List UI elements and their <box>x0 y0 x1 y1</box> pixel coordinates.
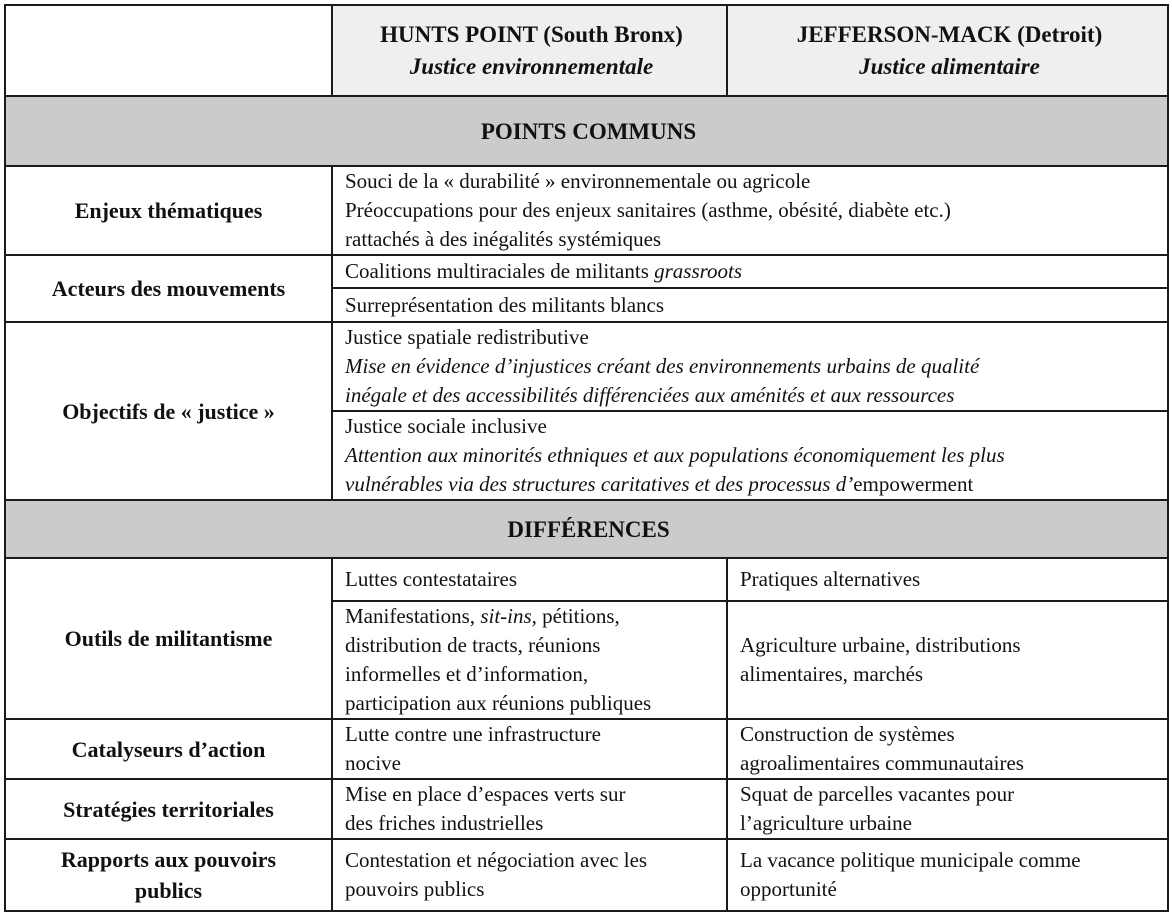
rapports-label-line1: Rapports aux pouvoirs <box>60 847 277 872</box>
cell-strategies-col1 <box>332 779 727 839</box>
section-row-common <box>5 96 1168 166</box>
cell-outils-col2-head: Pratiques alternatives <box>727 558 1168 601</box>
acteurs-grassroots: grassroots <box>654 259 743 283</box>
outils-col1-line2: distribution de tracts, réunions <box>345 633 601 657</box>
comparison-table <box>4 4 1169 912</box>
cell-acteurs-1 <box>332 255 1168 288</box>
header-col2-title: JEFFERSON-MACK (Detroit) <box>796 21 1103 47</box>
rapports-col1-line2: pouvoirs publics <box>345 877 485 901</box>
objectifs-block1-line1: Mise en évidence d’injustices créant des environnements urbains de qualité <box>345 354 980 378</box>
cell-outils-col2-body <box>727 601 1168 719</box>
cell-rapports-col2 <box>727 839 1168 911</box>
header-row <box>5 5 1168 96</box>
strategies-col1-line2: des friches industrielles <box>345 811 544 835</box>
objectifs-block2-line2-wrap <box>345 470 1159 499</box>
empty-corner-cell <box>5 5 332 96</box>
header-col1-title: HUNTS POINT (South Bronx) <box>380 21 683 47</box>
outils-col1-line1 <box>345 602 718 631</box>
catalyseurs-col1-line2: nocive <box>345 751 401 775</box>
cell-enjeux <box>332 166 1168 255</box>
row-strategies <box>5 779 1168 839</box>
outils-col1-line3: informelles et d’information, <box>345 662 589 686</box>
header-hunts-point <box>332 5 727 96</box>
row-label-strategies: Stratégies territoriales <box>5 779 332 839</box>
cell-objectifs-1 <box>332 322 1168 411</box>
section-title-differences: DIFFÉRENCES <box>5 500 1168 558</box>
objectifs-block2-line2: vulnérables via des structures caritatives et des processus d’ <box>345 472 854 496</box>
objectifs-block2-title: Justice sociale inclusive <box>345 414 547 438</box>
objectifs-block1-title: Justice spatiale redistributive <box>345 325 589 349</box>
outils-col1-line1-a: Manifestations, <box>345 604 481 628</box>
cell-strategies-col2 <box>727 779 1168 839</box>
objectifs-empowerment: empowerment <box>853 472 974 496</box>
cell-rapports-col1 <box>332 839 727 911</box>
row-rapports <box>5 839 1168 911</box>
row-outils-1 <box>5 558 1168 601</box>
cell-catalyseurs-col1 <box>332 719 727 779</box>
outils-col2-line2: alimentaires, marchés <box>740 662 924 686</box>
header-jefferson-mack <box>727 5 1168 96</box>
header-col2-subtitle: Justice alimentaire <box>859 53 1040 79</box>
rapports-col2-line1: La vacance politique municipale comme <box>740 848 1081 872</box>
row-label-objectifs: Objectifs de « justice » <box>5 322 332 500</box>
catalyseurs-col1-line1: Lutte contre une infrastructure <box>345 722 601 746</box>
header-col1-subtitle: Justice environnementale <box>409 53 654 79</box>
cell-objectifs-2 <box>332 411 1168 500</box>
row-label-outils: Outils de militantisme <box>5 558 332 719</box>
rapports-col1-line1: Contestation et négociation avec les <box>345 848 648 872</box>
cell-catalyseurs-col2 <box>727 719 1168 779</box>
row-catalyseurs <box>5 719 1168 779</box>
section-title-common: POINTS COMMUNS <box>5 96 1168 166</box>
row-label-enjeux: Enjeux thématiques <box>5 166 332 255</box>
enjeux-line-3: rattachés à des inégalités systémiques <box>345 227 662 251</box>
rapports-label-line2: publics <box>134 878 203 903</box>
cell-outils-col1-body <box>332 601 727 719</box>
enjeux-line-1: Souci de la « durabilité » environnementale ou agricole <box>345 169 811 193</box>
strategies-col2-line2: l’agriculture urbaine <box>740 811 912 835</box>
outils-col2-line1: Agriculture urbaine, distributions <box>740 633 1021 657</box>
enjeux-line-2: Préoccupations pour des enjeux sanitaires (asthme, obésité, diabète etc.) <box>345 198 951 222</box>
catalyseurs-col2-line2: agroalimentaires communautaires <box>740 751 1024 775</box>
row-label-rapports <box>5 839 332 911</box>
catalyseurs-col2-line1: Construction de systèmes <box>740 722 955 746</box>
objectifs-block2-line1: Attention aux minorités ethniques et aux populations économiquement les plus <box>345 443 1005 467</box>
cell-outils-col1-head: Luttes contestataires <box>332 558 727 601</box>
row-objectifs-1 <box>5 322 1168 411</box>
row-acteurs-1 <box>5 255 1168 288</box>
row-enjeux <box>5 166 1168 255</box>
objectifs-block1-line2: inégale et des accessibilités différenciées aux aménités et aux ressources <box>345 383 955 407</box>
row-label-catalyseurs: Catalyseurs d’action <box>5 719 332 779</box>
cell-acteurs-2: Surreprésentation des militants blancs <box>332 288 1168 322</box>
outils-col1-line1-c: , pétitions, <box>531 604 620 628</box>
acteurs-line-1: Coalitions multiraciales de militants <box>345 259 655 283</box>
strategies-col2-line1: Squat de parcelles vacantes pour <box>740 782 1015 806</box>
rapports-col2-line2: opportunité <box>740 877 837 901</box>
outils-sit-ins: sit-ins <box>480 604 532 628</box>
section-row-differences <box>5 500 1168 558</box>
outils-col1-line4: participation aux réunions publiques <box>345 691 652 715</box>
row-label-acteurs: Acteurs des mouvements <box>5 255 332 322</box>
strategies-col1-line1: Mise en place d’espaces verts sur <box>345 782 626 806</box>
